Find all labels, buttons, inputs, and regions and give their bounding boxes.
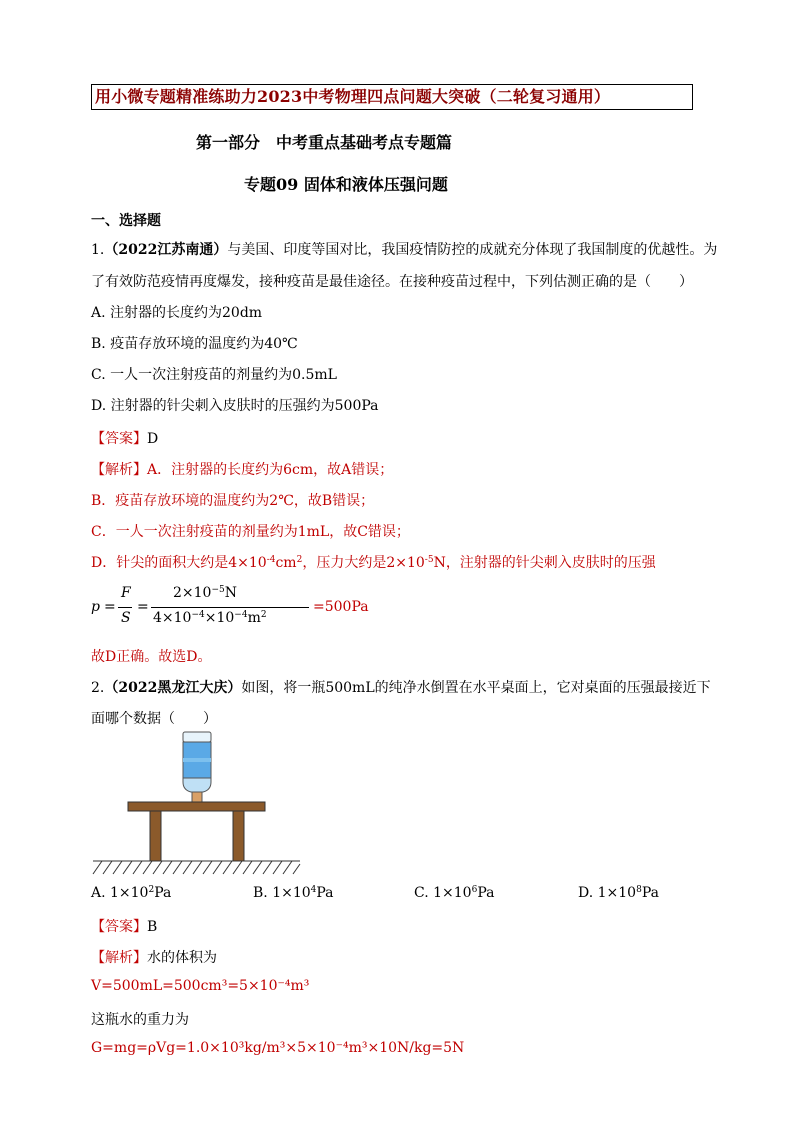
- q1-analysis-tag: 【解析】: [91, 462, 147, 478]
- formula-f: F: [121, 585, 131, 601]
- q1-d-exp-3: -5: [424, 555, 434, 565]
- q1-analysis-line-a: [91, 459, 393, 479]
- q2-analysis-text-1: 水的体积为: [147, 950, 217, 966]
- part-title: 第一部分 中考重点基础考点专题篇: [196, 133, 453, 152]
- formula-den-mid: ×10: [204, 610, 235, 626]
- ground-hatching: [93, 861, 300, 874]
- formula-num-exp: −5: [211, 585, 225, 595]
- q1-analysis-a: A．注射器的长度约为6cm，故A错误；: [147, 462, 394, 478]
- q1-analysis-c: C．一人一次注射疫苗的剂量约为1mL，故C错误；: [91, 524, 410, 540]
- bottle-on-table-figure: [88, 730, 308, 880]
- formula-result: =500Pa: [313, 599, 369, 615]
- q2-analysis-tag: 【解析】: [91, 950, 147, 966]
- formula-fraction-bar-1: [118, 607, 132, 608]
- q2-gravity-calc: G=mg=ρVg=1.0×10³kg/m³×5×10⁻⁴m³×10N/kg=5N: [91, 1040, 465, 1056]
- series-banner: 用小微专题精准练助力2023中考物理四点问题大突破（二轮复习通用）: [91, 84, 693, 110]
- q1-d-exp-2: 2: [296, 555, 303, 565]
- topic-title: 专题09 固体和液体压强问题: [244, 175, 448, 194]
- q1-d-exp-1: -4: [266, 555, 276, 565]
- q1-stem-line-2: 了有效防范疫情再度爆发，接种疫苗是最佳途径。在接种疫苗过程中，下列估测正确的是（ ）: [91, 274, 693, 290]
- q1-option-c: C. 一人一次注射疫苗的剂量约为0.5mL: [91, 367, 337, 383]
- formula-p: p: [91, 599, 100, 615]
- q2-option-c: C. $1\times 10^6Pa$: [414, 885, 495, 901]
- q1-d-text-b: cm: [275, 555, 297, 571]
- q1-conclusion: 故D正确。故选D。: [91, 649, 212, 665]
- q1-option-d: D. 注射器的针尖刺入皮肤时的压强约为500Pa: [91, 398, 379, 414]
- q2-volume-calc: V=500mL=500cm³=5×10⁻⁴m³: [91, 978, 310, 994]
- formula-num: 2×10: [173, 585, 212, 601]
- q2-option-a: A. $1\times 10^2Pa$: [91, 885, 172, 901]
- q1-stem-text-1: 与美国、印度等国对比，我国疫情防控的成就充分体现了我国制度的优越性。为: [227, 242, 718, 258]
- q1-answer-tag: 【答案】: [91, 431, 147, 447]
- table: [128, 802, 265, 861]
- q1-d-text-d: N，注射器的针尖刺入皮肤时的压强: [433, 555, 656, 571]
- q2-number: 2.: [91, 680, 105, 696]
- q2-stem-text-1: 如图，将一瓶500mL的纯净水倒置在水平桌面上，它对桌面的压强最接近下: [241, 680, 711, 696]
- q1-number: 1.: [91, 242, 105, 258]
- formula-num-unit: N: [224, 585, 237, 601]
- q1-d-text-c: ，压力大约是2×10: [302, 555, 425, 571]
- formula-eq-2: =: [137, 599, 149, 615]
- formula-den: 4×10: [153, 610, 192, 626]
- q2-source: （2022黑龙江大庆）: [104, 680, 242, 696]
- formula-s: S: [121, 610, 131, 626]
- q2-stem-line-2: 面哪个数据（ ）: [91, 711, 217, 727]
- q1-d-text-a: D．针尖的面积大约是4×10: [91, 555, 267, 571]
- q2-analysis-line-2: 这瓶水的重力为: [91, 1012, 189, 1028]
- q2-stem-line-1: [91, 677, 711, 697]
- q2-answer: B: [147, 919, 158, 935]
- formula-den-exp-2: −4: [234, 610, 248, 620]
- inverted-bottle: [183, 732, 211, 802]
- q1-stem-line-1: [91, 239, 717, 259]
- formula-den-unit: m: [247, 610, 261, 626]
- formula-fraction-bar-2: [151, 607, 309, 608]
- q1-analysis-d: [91, 552, 656, 572]
- q2-answer-line: [91, 916, 157, 936]
- q1-pressure-formula: [91, 585, 369, 631]
- q1-analysis-b: B．疫苗存放环境的温度约为2℃，故B错误；: [91, 493, 375, 509]
- q1-option-b: B. 疫苗存放环境的温度约为40℃: [91, 336, 298, 352]
- formula-eq-1: =: [104, 599, 116, 615]
- q2-option-d: D. $1\times 10^8Pa$: [578, 885, 659, 901]
- q2-answer-tag: 【答案】: [91, 919, 147, 935]
- q1-answer: D: [147, 431, 159, 447]
- q2-analysis-line-1: [91, 947, 217, 967]
- q2-option-b: B. $1\times 10^4Pa$: [253, 885, 334, 901]
- q1-answer-line: [91, 428, 158, 448]
- formula-den-exp-1: −4: [191, 610, 205, 620]
- formula-den-exp-3: 2: [260, 610, 267, 620]
- q1-option-a: A. 注射器的长度约为20dm: [91, 305, 263, 321]
- section-heading: 一、选择题: [91, 213, 161, 229]
- q1-source: （2022江苏南通）: [104, 242, 228, 258]
